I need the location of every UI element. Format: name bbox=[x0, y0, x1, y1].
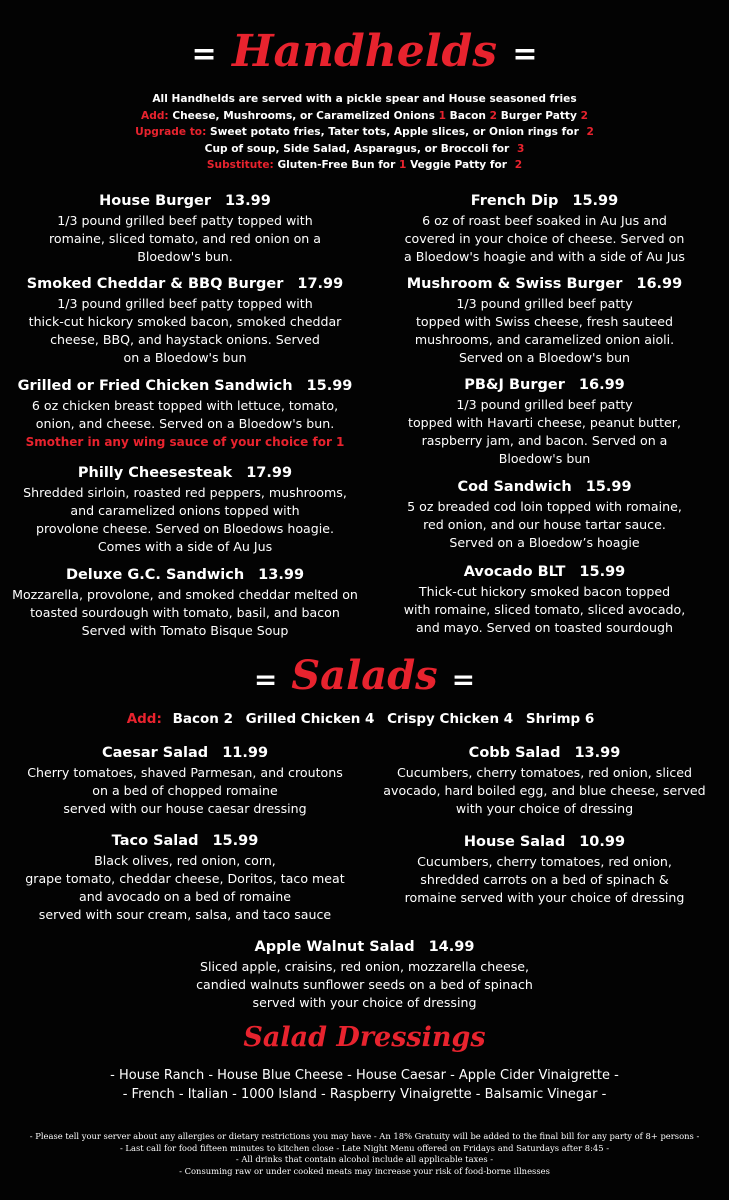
notes-add: Add: Cheese, Mushrooms, or Caramelized Onions 1 Bacon 2 Burger Patty 2 bbox=[141, 109, 588, 122]
salad-dressings-title: Salad Dressings bbox=[243, 1022, 486, 1053]
salads-title bbox=[0, 652, 729, 699]
title-bars-left: = bbox=[191, 37, 217, 72]
dressings-line-2: - French - Italian - 1000 Island - Raspberry Vinaigrette - Balsamic Vinegar - bbox=[122, 1086, 607, 1102]
menu-item-pbj-burger: PB&J Burger 16.99 1/3 pound grilled beef patty topped with Havarti cheese, peanut butter, raspberry jam, and bacon. Served on a Bloedow's bun bbox=[408, 377, 681, 466]
menu-item-smoked-cheddar-bbq-burger: Smoked Cheddar & BBQ Burger 17.99 1/3 pound grilled beef patty topped with thick-cut hickory smoked bacon, smoked cheddar cheese, BBQ, and haystack onions. Served on a Bloedow's bun bbox=[26, 276, 344, 365]
menu-item-french-dip: French Dip 15.99 6 oz of roast beef soaked in Au Jus and covered in your choice of cheese. Served on a Bloedow's hoagie and with a side of Au Jus bbox=[404, 193, 685, 264]
footer-line-raw-meat: - Consuming raw or under cooked meats may increase your risk of food-borne illnesses bbox=[179, 1165, 550, 1176]
salad-add-ons bbox=[0, 711, 729, 727]
menu-item-apple-walnut-salad: Apple Walnut Salad 14.99 Sliced apple, craisins, red onion, mozzarella cheese, candied walnuts sunflower seeds on a bed of spinach served with your choice of dressing bbox=[196, 939, 533, 1010]
menu-item-caesar-salad: Caesar Salad 11.99 Cherry tomatoes, shaved Parmesan, and croutons on a bed of chopped romaine served with our house caesar dressing bbox=[27, 745, 343, 816]
menu-item-cobb-salad: Cobb Salad 13.99 Cucumbers, cherry tomatoes, red onion, sliced avocado, hard boiled egg, and blue cheese, served with your choice of dressing bbox=[383, 745, 706, 816]
footer-disclaimers bbox=[0, 1131, 729, 1177]
menu-item-mushroom-swiss-burger: Mushroom & Swiss Burger 16.99 1/3 pound grilled beef patty topped with Swiss cheese, fresh sauteed mushrooms, and caramelized onion aioli. Served on a Bloedow's bun bbox=[406, 276, 683, 365]
add-crispy-chicken: Crispy Chicken 4 bbox=[387, 711, 514, 727]
salads-title-text: Salads bbox=[291, 652, 438, 699]
salad-dressings-list bbox=[0, 1067, 729, 1104]
menu-item-taco-salad: Taco Salad 15.99 Black olives, red onion, corn, grape tomato, cheddar cheese, Doritos, taco meat and avocado on a bed of romaine served with sour cream, salsa, and taco sauce bbox=[25, 833, 345, 922]
add-grilled-chicken: Grilled Chicken 4 bbox=[245, 711, 375, 727]
notes-upgrade: Upgrade to: Sweet potato fries, Tater tots, Apple slices, or Onion rings for 2 bbox=[135, 126, 594, 138]
notes-substitute: Substitute: Gluten-Free Bun for 1 Veggie Patty for 2 bbox=[206, 159, 523, 171]
add-bacon: Bacon 2 bbox=[172, 711, 233, 727]
title-bars-right: = bbox=[512, 37, 538, 72]
menu-item-philly-cheesesteak: Philly Cheesesteak 17.99 Shredded sirloin, roasted red peppers, mushrooms, and caramelized onions topped with provolone cheese. Served on Bloedows hoagie. Comes with a side of Au Jus bbox=[23, 465, 347, 554]
salads-bars-left: = bbox=[253, 662, 278, 696]
notes-served-with: All Handhelds are served with a pickle spear and House seasoned fries bbox=[152, 93, 577, 105]
menu-item-deluxe-gc-sandwich: Deluxe G.C. Sandwich 13.99 Mozzarella, provolone, and smoked cheddar melted on toasted sourdough with tomato, basil, and bacon Served with Tomato Bisque Soup bbox=[12, 567, 358, 638]
handhelds-notes bbox=[0, 91, 729, 174]
wing-sauce-upsell: Smother in any wing sauce of your choice for 1 bbox=[25, 435, 345, 449]
menu-item-chicken-sandwich: Grilled or Fried Chicken Sandwich 15.99 6 oz chicken breast topped with lettuce, tomato, onion, and cheese. Served on a Bloedow's bun. Smother in any wing sauce of your choice for 1 bbox=[0, 375, 370, 451]
notes-cup: Cup of soup, Side Salad, Asparagus, or Broccoli for 3 bbox=[204, 142, 525, 155]
menu-item-avocado-blt: Avocado BLT 15.99 Thick-cut hickory smoked bacon topped with romaine, sliced tomato, sliced avocado, and mayo. Served on toasted sourdough bbox=[403, 564, 686, 635]
add-shrimp: Shrimp 6 bbox=[525, 711, 595, 727]
footer-line-allergies: - Please tell your server about any allergies or dietary restrictions you may have - An 18% Gratuity will be added to the final bill for any party of 8+ persons - bbox=[29, 1131, 700, 1141]
menu-item-cod-sandwich: Cod Sandwich 15.99 5 oz breaded cod loin topped with romaine, red onion, and our house tartar sauce. Served on a Bloedow’s hoagie bbox=[407, 479, 682, 550]
salad-add-label: Add: bbox=[126, 711, 162, 727]
salads-bars-right: = bbox=[451, 662, 476, 696]
footer-line-last-call: - Last call for food fifteen minutes to kitchen close - Late Night Menu offered on Fridays and Saturdays after 8:45 - bbox=[119, 1142, 610, 1153]
handhelds-title bbox=[0, 26, 729, 77]
menu-item-house-burger: House Burger 13.99 1/3 pound grilled beef patty topped with romaine, sliced tomato, and red onion on a Bloedow's bun. bbox=[49, 193, 321, 264]
dressings-line-1: - House Ranch - House Blue Cheese - House Caesar - Apple Cider Vinaigrette - bbox=[110, 1068, 619, 1083]
footer-line-alcohol: - All drinks that contain alcohol include all applicable taxes - bbox=[235, 1154, 494, 1164]
menu-item-house-salad: House Salad 10.99 Cucumbers, cherry tomatoes, red onion, shredded carrots on a bed of spinach & romaine served with your choice of dressing bbox=[404, 834, 685, 905]
handhelds-title-text: Handhelds bbox=[231, 26, 498, 77]
